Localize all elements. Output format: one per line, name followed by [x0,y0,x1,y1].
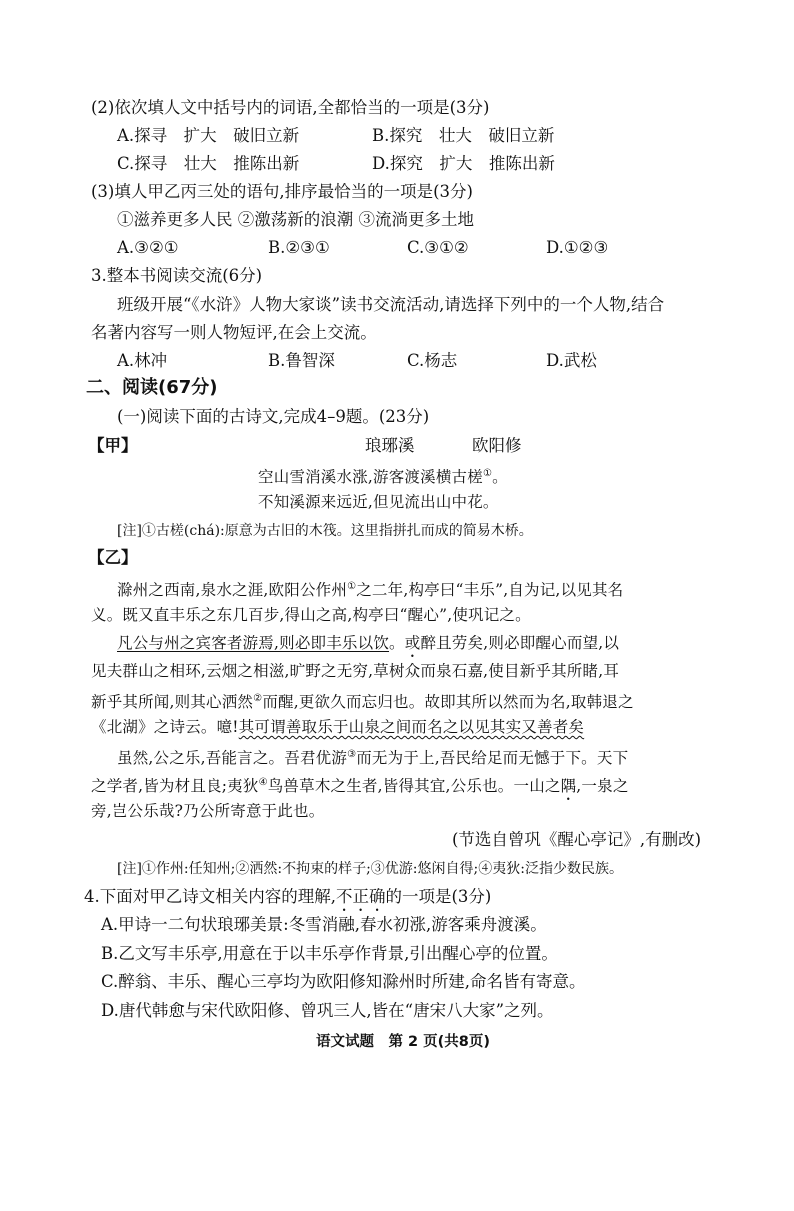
yi-para1-line2: 义。既又直丰乐之东几百步,得山之高,构亭曰“醒心”,使巩记之。 [91,606,531,624]
yi-para3-line1: 虽然,公之乐,吾能言之。吾君优游③而无为于上,吾民给足而无憾于下。天下 [117,749,629,768]
character-option-b: B.鲁智深 [268,351,335,370]
q2-option-c: C.探寻 壮大 推陈出新 [117,154,300,173]
yi-para2-line3: 新乎其所闻,则其心洒然②而醒,更欲久而忘归也。故即其所以然而为名,取韩退之 [91,693,634,712]
dotted-char-huo: 或 [404,634,421,652]
poem-title: 琅琊溪 [365,436,415,455]
q2-option-d: D.探究 扩大 推陈出新 [372,154,555,173]
section-intro: (一)阅读下面的古诗文,完成4–9题。(23分) [117,407,430,426]
yi-source: (节选自曾巩《醒心亭记》,有删改) [452,830,702,849]
q2-option-a: A.探寻 扩大 破旧立新 [117,126,300,145]
q2-stem: (2)依次填人文中括号内的词语,全都恰当的一项是(3分) [91,98,490,117]
q4-option-a: A.甲诗一二句状琅琊美景:冬雪消融,春水初涨,游客乘舟渡溪。 [101,915,547,934]
yi-para3-line2: 之学者,皆为材且良;夷狄④鸟兽草木之生者,皆得其宜,公乐也。一山之隅,一泉之 [91,777,629,796]
yi-label: 【乙】 [88,548,138,567]
q4-option-c: C.醉翁、丰乐、醒心三亭均为欧阳修知滁州时所建,命名皆有寄意。 [101,972,586,991]
wavy-underlined-sentence: 其可谓善取乐于山泉之间而名之以见其实又善者矣 [238,718,585,736]
jia-note: [注]①古槎(chá):原意为古旧的木筏。这里指拼扎而成的简易木桥。 [117,523,533,539]
poem-author: 欧阳修 [472,436,522,455]
reading-exchange-para-2: 名著内容写一则人物短评,在会上交流。 [91,323,377,342]
q3-items: ①滋养更多人民 ②激荡新的浪潮 ③流淌更多土地 [117,210,474,229]
reading-exchange-title: 3.整本书阅读交流(6分) [91,266,263,285]
poem-line-2: 不知溪源来远近,但见流出山中花。 [258,493,499,511]
q3-option-a: A.③②① [117,238,179,257]
character-option-c: C.杨志 [407,351,458,370]
q4-option-d: D.唐代韩愈与宋代欧阳修、曾巩三人,皆在“唐宋八大家”之列。 [101,1001,554,1020]
yi-para3-line3: 旁,岂公乐哉?乃公所寄意于此也。 [91,802,325,820]
jia-label: 【甲】 [88,436,138,455]
q3-stem: (3)填人甲乙丙三处的语句,排序最恰当的一项是(3分) [91,182,473,201]
dotted-char-yu: 隅 [560,777,577,796]
q4-option-b: B.乙文写丰乐亭,用意在于以丰乐亭作背景,引出醒心亭的位置。 [101,944,558,963]
page-footer: 语文试题 第 2 页(共8页) [316,1034,491,1050]
character-option-a: A.林冲 [117,351,168,370]
section-title: 二、阅读(67分) [86,377,218,398]
yi-para2-line1: 凡公与州之宾客者游焉,则必即丰乐以饮。或醉且劳矣,则必即醒心而望,以 [117,634,620,652]
q2-option-b: B.探究 壮大 破旧立新 [372,126,555,145]
yi-para1-line1: 滁州之西南,泉水之涯,欧阳公作州①之二年,构亭曰“丰乐”,自为记,以见其名 [117,581,624,600]
reading-exchange-para-1: 班级开展“《水浒》人物大家谈”读书交流活动,请选择下列中的一个人物,结合 [117,295,665,314]
q3-option-c: C.③①② [407,238,469,257]
emphasis-not-correct: 不正确 [336,887,386,906]
q3-option-d: D.①②③ [546,238,609,257]
character-option-d: D.武松 [546,351,597,370]
yi-note: [注]①作州:任知州;②洒然:不拘束的样子;③优游:悠闲自得;④夷狄:泛指少数民族。 [117,861,623,877]
q4-stem: 4.下面对甲乙诗文相关内容的理解,不正确的一项是(3分) [84,887,492,906]
underlined-sentence: 凡公与州之宾客者游焉,则必即丰乐以饮 [117,634,390,652]
q3-option-b: B.②③① [268,238,330,257]
poem-line-1: 空山雪消溪水涨,游客渡溪横古槎①。 [258,468,508,487]
yi-para2-line2: 见夫群山之相环,云烟之相滋,旷野之无穷,草树众而泉石嘉,使目新乎其所睹,耳 [91,662,620,680]
yi-para2-line4: 《北湖》之诗云。噫!其可谓善取乐于山泉之间而名之以见其实又善者矣 [91,718,585,736]
